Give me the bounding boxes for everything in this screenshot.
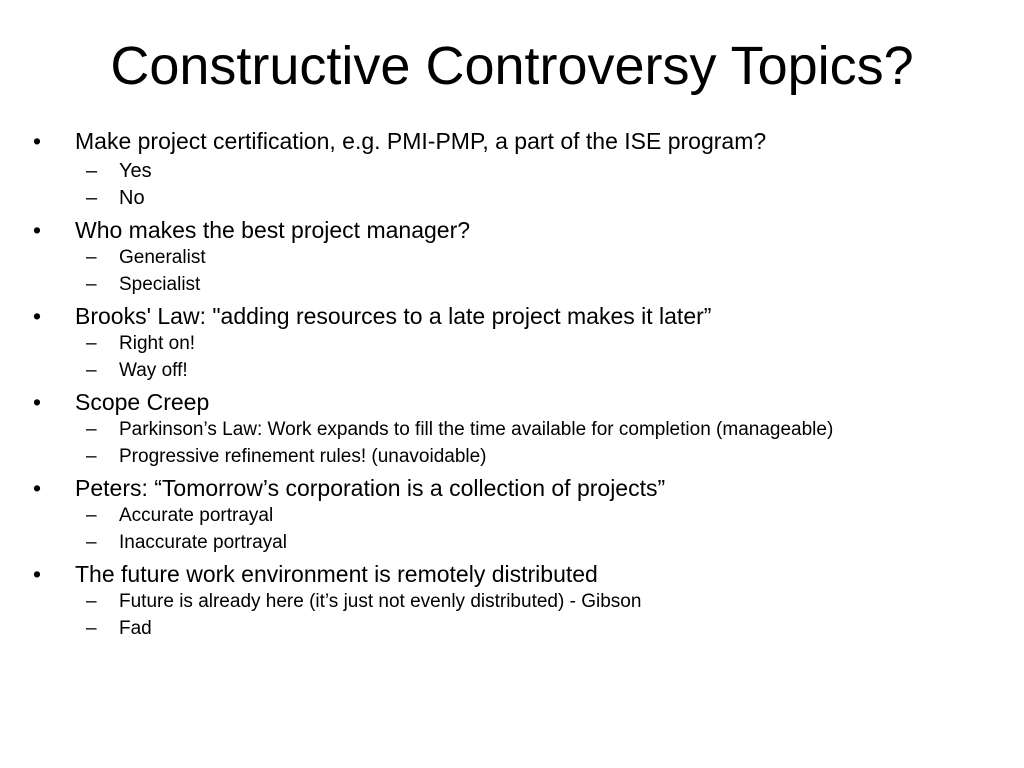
dash-marker: – <box>86 505 97 526</box>
bullet-text: Who makes the best project manager? <box>75 217 471 243</box>
bullet-text: Peters: “Tomorrow’s corporation is a collection of projects” <box>75 475 666 501</box>
law-text: Law: <box>150 303 213 329</box>
bullet-item <box>0 387 1024 417</box>
sub-item <box>0 419 1024 441</box>
sub-item <box>0 591 1024 613</box>
sub-item <box>0 274 1024 296</box>
bullet-text: Make project certification, e.g. PMI-PMP, a part of the ISE program? <box>75 128 767 154</box>
sub-text: Future is already here (it’s just not evenly distributed) - Gibson <box>119 591 642 612</box>
bullet-marker: • <box>33 389 42 415</box>
dash-marker: – <box>86 187 98 209</box>
bullet-item <box>0 559 1024 589</box>
sub-text: Fad <box>119 618 152 639</box>
sub-item <box>0 446 1024 468</box>
bullet-item <box>0 215 1024 245</box>
sub-item <box>0 360 1024 382</box>
sub-item <box>0 185 1024 212</box>
bullet-text: The future work environment is remotely distributed <box>75 561 598 587</box>
sub-text: Parkinson’s Law: Work expands to fill the time available for completion (manageable) <box>119 419 834 440</box>
dash-marker: – <box>86 274 97 295</box>
dash-marker: – <box>86 247 97 268</box>
sub-item <box>0 333 1024 355</box>
sub-text: No <box>119 187 145 209</box>
dash-marker: – <box>86 618 97 639</box>
dash-marker: – <box>86 446 97 467</box>
dash-marker: – <box>86 419 97 440</box>
sub-text: Specialist <box>119 274 201 295</box>
quote-text: to a late project makes it later” <box>396 303 712 329</box>
sub-text: Way off! <box>119 360 188 381</box>
adding-resources-link: "adding resources <box>212 303 397 329</box>
bullet-marker: • <box>33 475 42 501</box>
dash-marker: – <box>86 532 97 553</box>
sub-text: Generalist <box>119 247 206 268</box>
sub-item <box>0 505 1024 527</box>
sub-text: Progressive refinement rules! (unavoidable) <box>119 446 487 467</box>
dash-marker: – <box>86 360 97 381</box>
sub-item <box>0 532 1024 554</box>
sub-item <box>0 618 1024 640</box>
dash-marker: – <box>86 333 97 354</box>
bullet-item <box>0 301 1024 331</box>
brooks-link: Brooks' <box>75 303 151 329</box>
bullet-marker: • <box>33 303 42 329</box>
bullet-marker: • <box>33 217 42 243</box>
bullet-text: Scope Creep <box>75 389 210 415</box>
bullet-marker: • <box>33 128 42 154</box>
bullet-item <box>0 126 1024 156</box>
sub-text: Accurate portrayal <box>119 505 274 526</box>
slide-title: Constructive Controversy Topics? <box>110 36 914 96</box>
bullet-marker: • <box>33 561 42 587</box>
dash-marker: – <box>86 591 97 612</box>
sub-text: Right on! <box>119 333 196 354</box>
bullet-item <box>0 473 1024 503</box>
sub-item <box>0 158 1024 185</box>
bullet-list <box>0 126 1024 645</box>
sub-item <box>0 247 1024 269</box>
sub-text: Inaccurate portrayal <box>119 532 287 553</box>
sub-text: Yes <box>119 160 152 182</box>
dash-marker: – <box>86 160 98 182</box>
